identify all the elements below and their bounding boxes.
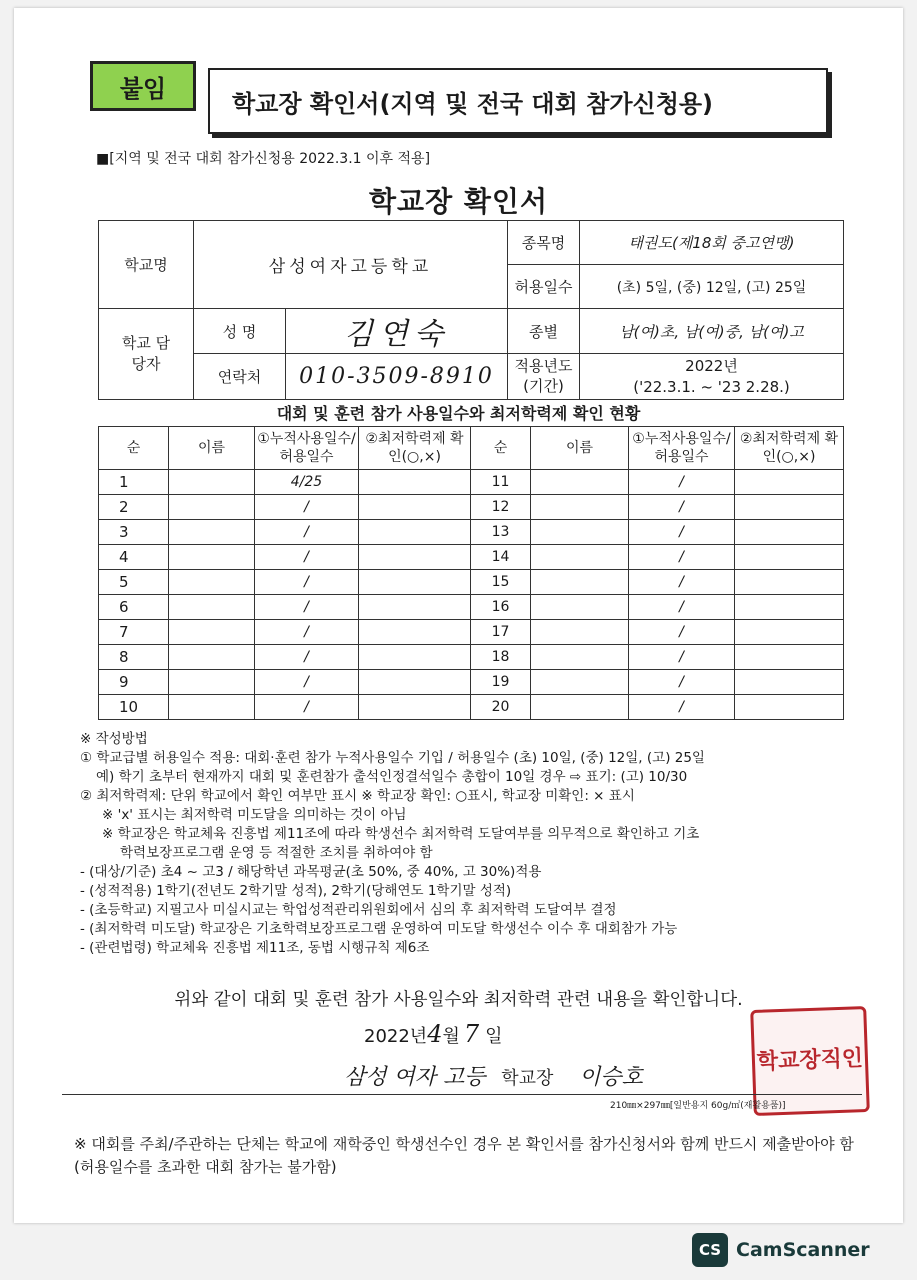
days-cell: / bbox=[255, 695, 359, 720]
event-label: 종목명 bbox=[508, 221, 580, 265]
row-number: 9 bbox=[99, 670, 169, 695]
signature-title: 학교장 bbox=[501, 1068, 554, 1089]
days-cell: / bbox=[629, 695, 735, 720]
grade-cell bbox=[359, 695, 471, 720]
note-line: ② 최저학력제: 단위 학교에서 확인 여부만 표시 ※ 학교장 확인: ○표시, 학교장 미확인: × 표시 bbox=[80, 788, 635, 804]
col-no: 순 bbox=[471, 427, 531, 470]
name-cell bbox=[169, 595, 255, 620]
row-number: 20 bbox=[471, 695, 531, 720]
days-cell: / bbox=[255, 495, 359, 520]
allowed-days-label: 허용일수 bbox=[508, 265, 580, 309]
row-number: 16 bbox=[471, 595, 531, 620]
roster-section-title: 대회 및 훈련 참가 사용일수와 최저학력제 확인 현황 bbox=[276, 404, 641, 423]
name-cell bbox=[169, 620, 255, 645]
category-value: 남(여)초, 남(여)중, 남(여)고 bbox=[580, 309, 844, 354]
grade-cell bbox=[359, 670, 471, 695]
grade-cell bbox=[735, 470, 844, 495]
allowed-days-value: (초) 5일, (중) 12일, (고) 25일 bbox=[580, 265, 844, 309]
table-row bbox=[99, 620, 844, 645]
table-row bbox=[99, 595, 844, 620]
name-cell bbox=[531, 620, 629, 645]
row-number: 11 bbox=[471, 470, 531, 495]
grade-cell bbox=[359, 545, 471, 570]
grade-cell bbox=[735, 495, 844, 520]
grade-cell bbox=[735, 545, 844, 570]
grade-cell bbox=[359, 495, 471, 520]
col-days: ①누적사용일수/허용일수 bbox=[629, 427, 735, 470]
table-row bbox=[99, 470, 844, 495]
note-line: - (초등학교) 지필고사 미실시교는 학업성적관리위원회에서 심의 후 최저학력 도달여부 결정 bbox=[80, 902, 617, 918]
table-row bbox=[99, 520, 844, 545]
category-label: 종별 bbox=[508, 309, 580, 354]
note-line: 예) 학기 초부터 현재까지 대회 및 훈련참가 출석인정결석일수 총합이 10일 경우 ⇨ 표기: (고) 10/30 bbox=[96, 769, 688, 785]
days-cell: / bbox=[629, 520, 735, 545]
grade-cell bbox=[359, 595, 471, 620]
row-number: 13 bbox=[471, 520, 531, 545]
staff-label: 학교 담당자 bbox=[99, 309, 194, 400]
table-row bbox=[99, 570, 844, 595]
note-line: ※ 학교장은 학교체육 진흥법 제11조에 따라 학생선수 최저학력 도달여부를 의무적으로 확인하고 기초 bbox=[102, 826, 700, 842]
days-cell: / bbox=[255, 520, 359, 545]
name-cell bbox=[169, 695, 255, 720]
name-cell bbox=[531, 670, 629, 695]
days-cell: / bbox=[629, 670, 735, 695]
grade-cell bbox=[359, 645, 471, 670]
school-label: 학교명 bbox=[99, 221, 194, 309]
note-line: - (최저학력 미도달) 학교장은 기초학력보장프로그램 운영하여 미도달 학생선수 이수 후 대회참가 가능 bbox=[80, 921, 678, 937]
row-number: 15 bbox=[471, 570, 531, 595]
notes-heading: ※ 작성방법 bbox=[80, 731, 148, 747]
signature-school: 삼성 여자 고등 bbox=[344, 1065, 486, 1090]
row-number: 2 bbox=[99, 495, 169, 520]
contact-value: 010-3509-8910 bbox=[286, 354, 508, 400]
official-seal: 학교장직인 bbox=[750, 1006, 870, 1116]
note-line: ※ 'x' 표시는 최저학력 미도달을 의미하는 것이 아님 bbox=[102, 807, 407, 823]
grade-cell bbox=[359, 570, 471, 595]
days-cell: / bbox=[629, 570, 735, 595]
name-cell bbox=[531, 520, 629, 545]
days-cell: / bbox=[629, 645, 735, 670]
name-cell bbox=[169, 645, 255, 670]
name-cell bbox=[169, 495, 255, 520]
signature-line bbox=[344, 1060, 643, 1091]
name-label: 성 명 bbox=[194, 309, 286, 354]
school-value: 삼성여자고등학교 bbox=[194, 221, 508, 309]
days-cell: / bbox=[255, 595, 359, 620]
row-number: 12 bbox=[471, 495, 531, 520]
col-name: 이름 bbox=[531, 427, 629, 470]
info-table bbox=[98, 220, 844, 400]
attachment-badge: 붙임 bbox=[90, 61, 196, 111]
roster-table bbox=[98, 426, 844, 720]
row-number: 8 bbox=[99, 645, 169, 670]
row-number: 6 bbox=[99, 595, 169, 620]
days-cell: / bbox=[629, 495, 735, 520]
col-name: 이름 bbox=[169, 427, 255, 470]
note-line: - (성적적용) 1학기(전년도 2학기말 성적), 2학기(당해연도 1학기말 성적) bbox=[80, 883, 512, 899]
name-cell bbox=[169, 470, 255, 495]
row-number: 1 bbox=[99, 470, 169, 495]
row-number: 7 bbox=[99, 620, 169, 645]
grade-cell bbox=[735, 695, 844, 720]
year-label: 적용년도 (기간) bbox=[508, 354, 580, 400]
event-value: 태권도(제18회 중고연맹) bbox=[580, 221, 844, 265]
name-cell bbox=[531, 495, 629, 520]
name-cell bbox=[531, 570, 629, 595]
year-value: 2022년 ('22.3.1. ~ '23 2.28.) bbox=[580, 354, 844, 400]
table-row bbox=[99, 495, 844, 520]
name-cell bbox=[169, 570, 255, 595]
grade-cell bbox=[735, 570, 844, 595]
grade-cell bbox=[735, 670, 844, 695]
name-cell bbox=[531, 645, 629, 670]
row-number: 4 bbox=[99, 545, 169, 570]
row-number: 10 bbox=[99, 695, 169, 720]
grade-cell bbox=[735, 595, 844, 620]
table-row bbox=[99, 545, 844, 570]
col-no: 순 bbox=[99, 427, 169, 470]
writing-instructions bbox=[80, 730, 860, 958]
days-cell: / bbox=[629, 545, 735, 570]
signature-name: 이승호 bbox=[579, 1065, 643, 1090]
name-cell bbox=[531, 695, 629, 720]
table-row bbox=[99, 695, 844, 720]
name-cell bbox=[169, 520, 255, 545]
row-number: 18 bbox=[471, 645, 531, 670]
document-page bbox=[14, 8, 903, 1223]
name-cell bbox=[531, 470, 629, 495]
name-cell bbox=[531, 545, 629, 570]
table-row bbox=[99, 645, 844, 670]
paper-spec: 210㎜×297㎜[일반용지 60g/㎡(재활용품)] bbox=[610, 1101, 786, 1111]
name-value: 김연숙 bbox=[286, 309, 508, 354]
row-number: 3 bbox=[99, 520, 169, 545]
note-line: - (관련법령) 학교체육 진흥법 제11조, 동법 시행규칙 제6조 bbox=[80, 940, 430, 956]
days-cell: / bbox=[629, 620, 735, 645]
camscanner-logo-icon: CS bbox=[692, 1233, 728, 1267]
table-row bbox=[99, 670, 844, 695]
note-line: 학력보장프로그램 운영 등 적절한 조치를 취하여야 함 bbox=[120, 845, 433, 861]
row-number: 5 bbox=[99, 570, 169, 595]
days-cell: / bbox=[255, 545, 359, 570]
contact-label: 연락처 bbox=[194, 354, 286, 400]
form-title-box: 학교장 확인서(지역 및 전국 대회 참가신청용) bbox=[208, 68, 828, 134]
note-line: ① 학교급별 허용일수 적용: 대회·훈련 참가 누적사용일수 기입 / 허용일수 (초) 10일, (중) 12일, (고) 25일 bbox=[80, 750, 705, 766]
col-grade: ②최저학력제 확인(○,×) bbox=[735, 427, 844, 470]
days-cell: / bbox=[629, 470, 735, 495]
grade-cell bbox=[735, 620, 844, 645]
name-cell bbox=[531, 595, 629, 620]
col-grade: ②최저학력제 확인(○,×) bbox=[359, 427, 471, 470]
grade-cell bbox=[359, 620, 471, 645]
row-number: 17 bbox=[471, 620, 531, 645]
form-subnote: ■[지역 및 전국 대회 참가신청용 2022.3.1 이후 적용] bbox=[96, 151, 431, 167]
days-cell: / bbox=[255, 670, 359, 695]
document-title: 학교장 확인서 bbox=[368, 185, 549, 218]
camscanner-watermark bbox=[692, 1233, 870, 1267]
days-cell: 4/25 bbox=[255, 470, 359, 495]
name-cell bbox=[169, 545, 255, 570]
submission-footnote: ※ 대회를 주최/주관하는 단체는 학교에 재학중인 학생선수인 경우 본 확인서를 참가신청서와 함께 반드시 제출받아야 함(허용일수를 초과한 대회 참가는 불가함) bbox=[74, 1135, 854, 1176]
camscanner-label: CamScanner bbox=[736, 1239, 870, 1261]
note-line: - (대상/기준) 초4 ~ 고3 / 해당학년 과목평균(초 50%, 중 40%, 고 30%)적용 bbox=[80, 864, 542, 880]
days-cell: / bbox=[255, 645, 359, 670]
row-number: 19 bbox=[471, 670, 531, 695]
grade-cell bbox=[735, 520, 844, 545]
days-cell: / bbox=[255, 570, 359, 595]
name-cell bbox=[169, 670, 255, 695]
grade-cell bbox=[735, 645, 844, 670]
confirmation-statement: 위와 같이 대회 및 훈련 참가 사용일수와 최저학력 관련 내용을 확인합니다. bbox=[174, 990, 743, 1010]
grade-cell bbox=[359, 520, 471, 545]
days-cell: / bbox=[255, 620, 359, 645]
divider bbox=[62, 1094, 862, 1095]
days-cell: / bbox=[629, 595, 735, 620]
col-days: ①누적사용일수/허용일수 bbox=[255, 427, 359, 470]
sign-date: 2022년4월 7 일 bbox=[364, 1020, 503, 1048]
row-number: 14 bbox=[471, 545, 531, 570]
grade-cell bbox=[359, 470, 471, 495]
